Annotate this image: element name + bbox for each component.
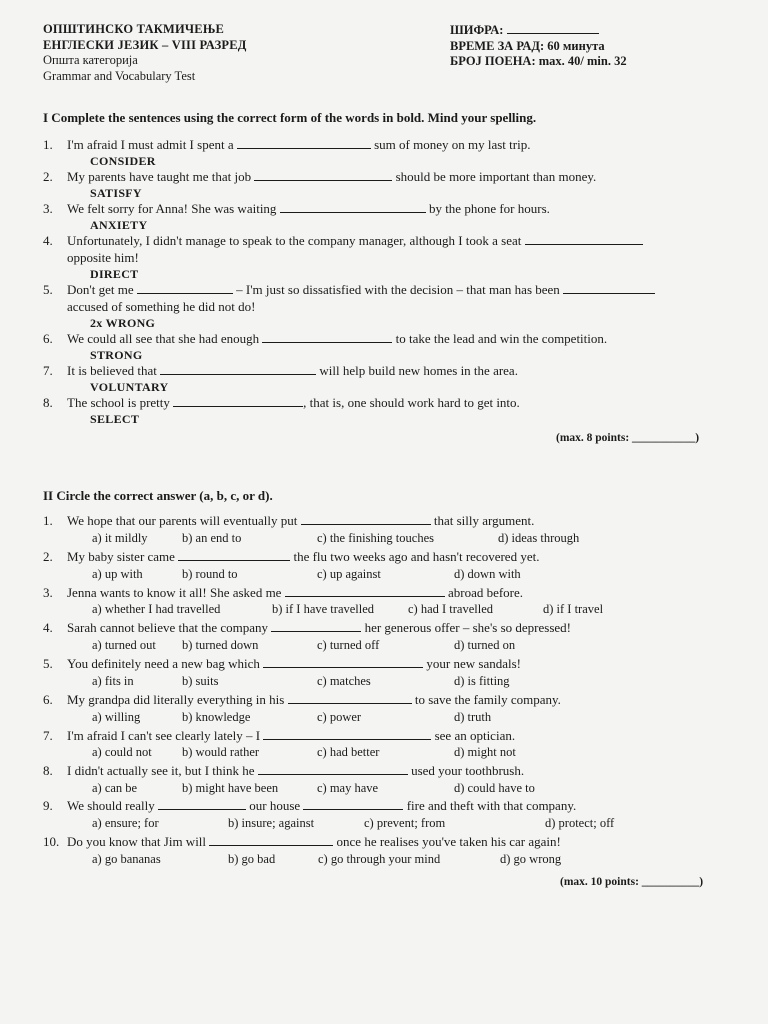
option-c[interactable]: c) prevent; from <box>364 816 446 830</box>
answer-blank[interactable] <box>303 798 403 810</box>
option-d[interactable]: d) turned on <box>454 638 516 652</box>
answer-blank[interactable] <box>160 363 316 375</box>
section1-title: I Complete the sentences using the correct form of the words in bold. Mind your spelling. <box>43 110 537 125</box>
option-c[interactable]: c) the finishing touches <box>317 531 434 545</box>
option-a[interactable]: a) could not <box>92 745 152 759</box>
section1-score: (max. 8 points: ___________) <box>556 432 700 444</box>
s2-q5-options <box>92 674 712 690</box>
header-left <box>43 22 247 84</box>
option-d[interactable]: d) if I travel <box>543 602 604 616</box>
option-c[interactable]: c) up against <box>317 567 381 581</box>
option-d[interactable]: d) go wrong <box>500 852 562 866</box>
option-b[interactable]: b) would rather <box>182 745 260 759</box>
s2-q3: 3. Jenna wants to know it all! She asked me abroad before. <box>43 585 524 600</box>
bold-word: STRONG <box>90 348 143 362</box>
s1-q3: 3. We felt sorry for Anna! She was waiting by the phone for hours. <box>43 201 550 216</box>
option-c[interactable]: c) turned off <box>317 638 380 652</box>
s2-q5: 5. You definitely need a new bag which your new sandals! <box>43 656 522 671</box>
bold-word: SATISFY <box>90 186 142 200</box>
s1-q6: 6. We could all see that she had enough to take the lead and win the competition. <box>43 331 608 346</box>
answer-blank[interactable] <box>178 549 290 561</box>
option-b[interactable]: b) round to <box>182 567 238 581</box>
code-label: ШИФРА: <box>450 23 504 37</box>
test-name: Grammar and Vocabulary Test <box>43 68 196 83</box>
s2-q8-options <box>92 781 712 797</box>
s2-q6: 6. My grandpa did literally everything in his to save the family company. <box>43 692 561 707</box>
option-b[interactable]: b) insure; against <box>228 816 315 830</box>
bold-word: 2x WRONG <box>90 316 156 330</box>
s1-q4: 4. Unfortunately, I didn't manage to speak to the company manager, although I took a seat <box>43 233 643 249</box>
answer-blank[interactable] <box>173 395 303 407</box>
option-d[interactable]: d) could have to <box>454 781 535 795</box>
answer-blank[interactable] <box>263 656 423 668</box>
bold-word: DIRECT <box>90 267 139 281</box>
code-field[interactable] <box>507 22 599 34</box>
s2-q1-options <box>92 531 712 547</box>
option-b[interactable]: b) if I have travelled <box>272 602 375 616</box>
answer-blank[interactable] <box>280 201 426 213</box>
option-c[interactable]: c) power <box>317 710 362 724</box>
answer-blank[interactable] <box>288 692 412 704</box>
continuation-text: accused of something he did not do! <box>67 299 256 314</box>
answer-blank[interactable] <box>263 728 431 740</box>
answer-blank[interactable] <box>254 169 392 181</box>
s2-q4: 4. Sarah cannot believe that the company her generous offer – she's so depressed! <box>43 620 571 635</box>
option-a[interactable]: a) turned out <box>92 638 156 652</box>
s1-q8: 8. The school is pretty , that is, one should work hard to get into. <box>43 395 520 410</box>
bold-word: SELECT <box>90 412 140 426</box>
s2-q7: 7. I'm afraid I can't see clearly lately – I see an optician. <box>43 728 516 743</box>
s2-q9: 9. We should really our house fire and theft with that company. <box>43 798 577 813</box>
section2-score: (max. 10 points: __________) <box>560 876 704 888</box>
s2-q3-options <box>92 602 712 618</box>
option-a[interactable]: a) ensure; for <box>92 816 159 830</box>
s2-q10-options <box>92 852 712 868</box>
points-label: БРОЈ ПОЕНА: max. 40/ min. 32 <box>450 54 627 68</box>
option-b[interactable]: b) go bad <box>228 852 276 866</box>
option-a[interactable]: a) fits in <box>92 674 134 688</box>
bold-word: VOLUNTARY <box>90 380 169 394</box>
s2-q1: 1. We hope that our parents will eventually put that silly argument. <box>43 513 535 528</box>
answer-blank[interactable] <box>525 233 643 245</box>
option-a[interactable]: a) willing <box>92 710 141 724</box>
s2-q9-options <box>92 816 722 832</box>
bold-word: CONSIDER <box>90 154 156 168</box>
option-c[interactable]: c) had better <box>317 745 380 759</box>
header-right <box>450 22 627 70</box>
option-c[interactable]: c) may have <box>317 781 379 795</box>
competition-title: ОПШТИНСКО ТАКМИЧЕЊЕ <box>43 22 225 36</box>
option-d[interactable]: d) might not <box>454 745 516 759</box>
s1-q1: 1. I'm afraid I must admit I spent a sum of money on my last trip. <box>43 137 531 152</box>
answer-blank[interactable] <box>563 282 655 294</box>
continuation-text: opposite him! <box>67 250 139 265</box>
option-c[interactable]: c) matches <box>317 674 371 688</box>
option-a[interactable]: a) go bananas <box>92 852 161 866</box>
answer-blank[interactable] <box>258 763 408 775</box>
answer-blank[interactable] <box>209 834 333 846</box>
answer-blank[interactable] <box>285 585 445 597</box>
s1-q7: 7. It is believed that will help build new homes in the area. <box>43 363 518 378</box>
answer-blank[interactable] <box>137 282 233 294</box>
s2-q10: 10. Do you know that Jim will once he realises you've taken his car again! <box>43 834 561 849</box>
option-a[interactable]: a) it mildly <box>92 531 148 545</box>
subject-title: ЕНГЛЕСКИ ЈЕЗИК – VIII РАЗРЕД <box>43 37 247 52</box>
s2-q8: 8. I didn't actually see it, but I think he used your toothbrush. <box>43 763 525 778</box>
option-d[interactable]: d) protect; off <box>545 816 615 830</box>
bold-word: ANXIETY <box>90 218 148 232</box>
option-b[interactable]: b) might have been <box>182 781 279 795</box>
option-b[interactable]: b) an end to <box>182 531 242 545</box>
option-b[interactable]: b) turned down <box>182 638 259 652</box>
answer-blank[interactable] <box>237 137 371 149</box>
option-d[interactable]: d) ideas through <box>498 531 580 545</box>
answer-blank[interactable] <box>301 513 431 525</box>
option-c[interactable]: c) go through your mind <box>318 852 441 866</box>
s2-q4-options <box>92 638 712 654</box>
answer-blank[interactable] <box>262 331 392 343</box>
option-d[interactable]: d) down with <box>454 567 521 581</box>
option-c[interactable]: c) had I travelled <box>408 602 494 616</box>
option-d[interactable]: d) truth <box>454 710 492 724</box>
option-a[interactable]: a) whether I had travelled <box>92 602 221 616</box>
category-label: Општа категорија <box>43 53 138 67</box>
option-d[interactable]: d) is fitting <box>454 674 510 688</box>
s1-q5: 5. Don't get me – I'm just so dissatisfied with the decision – that man has been <box>43 282 655 298</box>
s2-q6-options <box>92 710 712 726</box>
option-a[interactable]: a) can be <box>92 781 138 795</box>
answer-blank[interactable] <box>271 620 361 632</box>
answer-blank[interactable] <box>158 798 246 810</box>
s2-q2-options <box>92 567 712 583</box>
section2-title: II Circle the correct answer (a, b, c, or d). <box>43 488 273 503</box>
s1-q2: 2. My parents have taught me that job should be more important than money. <box>43 169 597 184</box>
option-b[interactable]: b) knowledge <box>182 710 251 724</box>
s2-q2: 2. My baby sister came the flu two weeks ago and hasn't recovered yet. <box>43 549 540 564</box>
option-b[interactable]: b) suits <box>182 674 219 688</box>
option-a[interactable]: a) up with <box>92 567 143 581</box>
time-label: ВРЕМЕ ЗА РАД: 60 минута <box>450 38 605 53</box>
s2-q7-options <box>92 745 712 761</box>
